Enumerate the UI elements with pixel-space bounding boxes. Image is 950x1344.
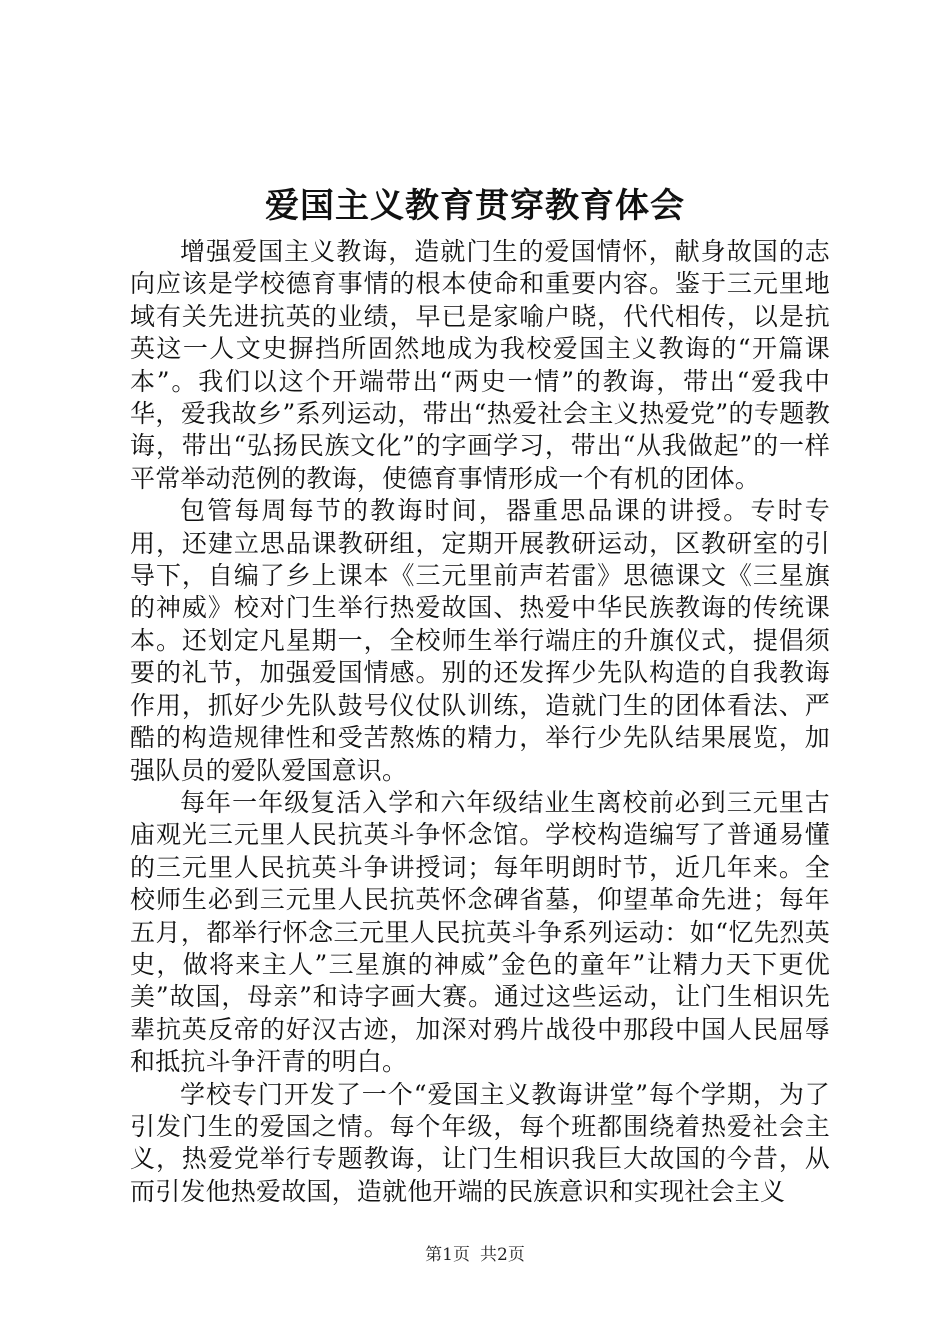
paragraph-3: 每年一年级复活入学和六年级结业生离校前必到三元里古庙观光三元里人民抗英斗争怀念馆。学校构造编写了普通易懂的三元里人民抗英斗争讲授词；每年明朗时节，近几年来。全校师生必到三元里人民抗英怀念碑省墓，仰望革命先进；每年五月，都举行怀念三元里人民抗英斗争系列运动：如“忆先烈英史，做将来主人”三星旗的神威”金色的童年”让精力天下更优美”故国，母亲”和诗字画大赛。通过这些运动，让门生相识先辈抗英反帝的好汉古迹，加深对鸦片战役中那段中国人民屈辱和抵抗斗争汗青的明白。	[130, 787, 830, 1077]
paragraph-1: 增强爱国主义教诲，造就门生的爱国情怀，献身故国的志向应该是学校德育事情的根本使命和重要内容。鉴于三元里地域有关先进抗英的业绩，早已是家喻户晓，代代相传，以是抗英这一人文史摒挡所固然地成为我校爱国主义教诲的“开篇课本”。我们以这个开端带出“两史一情”的教诲，带出“爱我中华，爱我故乡”系列运动，带出“热爱社会主义热爱党”的专题教诲，带出“弘扬民族文化”的字画学习，带出“从我做起”的一样平常举动范例的教诲，使德育事情形成一个有机的团体。	[130, 237, 830, 493]
document-title: 爱国主义教育贯穿教育体会	[265, 186, 685, 226]
page-number: 第1页	[425, 1245, 470, 1265]
paragraph-2: 包管每周每节的教诲时间，器重思品课的讲授。专时专用，还建立思品课教研组，定期开展教研运动，区教研室的引导下，自编了乡上课本《三元里前声若雷》思德课文《三星旗的神威》校对门生举行热爱故国、热爱中华民族教诲的传统课本。还划定凡星期一，全校师生举行端庄的升旗仪式，提倡须要的礼节，加强爱国情感。别的还发挥少先队构造的自我教诲作用，抓好少先队鼓号仪仗队训练，造就门生的团体看法、严酷的构造规律性和受苦熬炼的精力，举行少先队结果展览，加强队员的爱队爱国意识。	[130, 496, 830, 785]
document-body	[130, 236, 830, 1208]
paragraph-4: 学校专门开发了一个“爱国主义教诲讲堂”每个学期，为了引发门生的爱国之情。每个年级，每个班都围绕着热爱社会主义，热爱党举行专题教诲，让门生相识我巨大故国的今昔，从而引发他热爱故国，造就他开端的民族意识和实现社会主义	[130, 1079, 830, 1206]
page-footer	[0, 1244, 950, 1266]
page-total: 共2页	[480, 1245, 525, 1265]
